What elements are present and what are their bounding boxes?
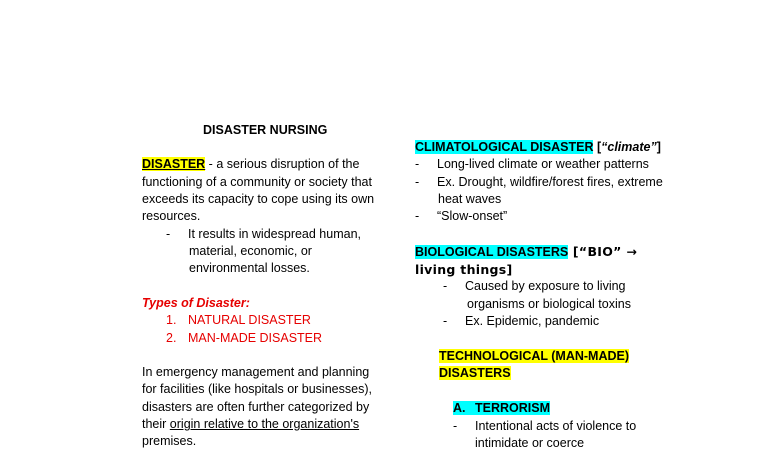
list-number: 2. bbox=[166, 331, 177, 345]
definition-separator: - bbox=[205, 157, 217, 171]
disaster-definition-line-1 bbox=[142, 156, 359, 173]
definition-line-3: exceeds its capacity to cope using its own bbox=[142, 192, 375, 206]
bullet-text-cut: intimidate or coerce bbox=[475, 436, 585, 450]
climate-tag: [“climate”] bbox=[593, 140, 661, 154]
disaster-term: DISASTER bbox=[142, 157, 206, 171]
bullet-dash: - bbox=[453, 419, 458, 433]
technological-heading-cont bbox=[439, 365, 511, 382]
terrorism-label bbox=[453, 401, 550, 415]
bullet-text: It results in widespread human, bbox=[188, 227, 362, 241]
biological-heading bbox=[415, 243, 637, 261]
list-item bbox=[443, 313, 599, 330]
paragraph-line: disasters are often further categorized by bbox=[142, 400, 370, 414]
bio-tag-cont: living things] bbox=[415, 262, 513, 277]
bullet-text: Intentional acts of violence to bbox=[475, 419, 637, 433]
bullet-text-cont: environmental losses. bbox=[189, 261, 310, 275]
list-item bbox=[415, 208, 507, 225]
list-item bbox=[443, 278, 626, 295]
list-letter: A. bbox=[453, 401, 466, 415]
paragraph-line-cut: premises. bbox=[142, 434, 197, 448]
document-title: DISASTER NURSING bbox=[203, 123, 328, 137]
list-item bbox=[166, 226, 361, 243]
bullet-text: Ex. Drought, wildfire/forest fires, extreme bbox=[437, 175, 663, 189]
underlined-text: origin relative to the organization's bbox=[169, 417, 360, 431]
paragraph-text: their bbox=[142, 417, 170, 431]
definition-line-4: resources. bbox=[142, 209, 201, 223]
bullet-dash: - bbox=[415, 157, 420, 171]
heading-text: CLIMATOLOGICAL DISASTER bbox=[415, 140, 594, 154]
definition-text: a serious disruption of the bbox=[216, 157, 360, 171]
bullet-text-cont: heat waves bbox=[438, 192, 502, 206]
paragraph-line: for facilities (like hospitals or businesses), bbox=[142, 382, 372, 396]
bullet-text-cont: organisms or biological toxins bbox=[467, 297, 631, 311]
heading-text: BIOLOGICAL DISASTERS bbox=[415, 245, 569, 259]
climatological-heading bbox=[415, 139, 661, 156]
paragraph-line: In emergency management and planning bbox=[142, 365, 370, 379]
bullet-text: Long-lived climate or weather patterns bbox=[437, 157, 649, 171]
bullet-dash: - bbox=[415, 209, 420, 223]
bullet-text: “Slow-onset” bbox=[437, 209, 508, 223]
types-heading: Types of Disaster: bbox=[142, 296, 250, 310]
technological-heading bbox=[439, 348, 629, 365]
bullet-text: Caused by exposure to living bbox=[465, 279, 626, 293]
type-label: NATURAL DISASTER bbox=[188, 313, 311, 327]
list-item bbox=[415, 174, 663, 191]
bullet-dash: - bbox=[166, 227, 171, 241]
type-label: MAN-MADE DISASTER bbox=[188, 331, 323, 345]
bullet-dash: - bbox=[415, 175, 420, 189]
list-item bbox=[166, 330, 322, 347]
list-item bbox=[415, 156, 649, 173]
definition-line-2: functioning of a community or society that bbox=[142, 175, 372, 189]
terrorism-heading bbox=[453, 400, 550, 417]
bullet-text: Ex. Epidemic, pandemic bbox=[465, 314, 600, 328]
list-item bbox=[453, 418, 636, 435]
heading-text: TECHNOLOGICAL (MAN-MADE) bbox=[439, 349, 630, 363]
heading-text: DISASTERS bbox=[439, 366, 511, 380]
list-item bbox=[166, 312, 311, 329]
list-number: 1. bbox=[166, 313, 177, 327]
paragraph-line bbox=[142, 416, 359, 433]
bullet-dash: - bbox=[443, 279, 448, 293]
heading-text: TERRORISM bbox=[475, 401, 550, 415]
bullet-dash: - bbox=[443, 314, 448, 328]
bullet-text-cont: material, economic, or bbox=[189, 244, 312, 258]
bio-tag: [“BIO” → bbox=[568, 244, 638, 259]
